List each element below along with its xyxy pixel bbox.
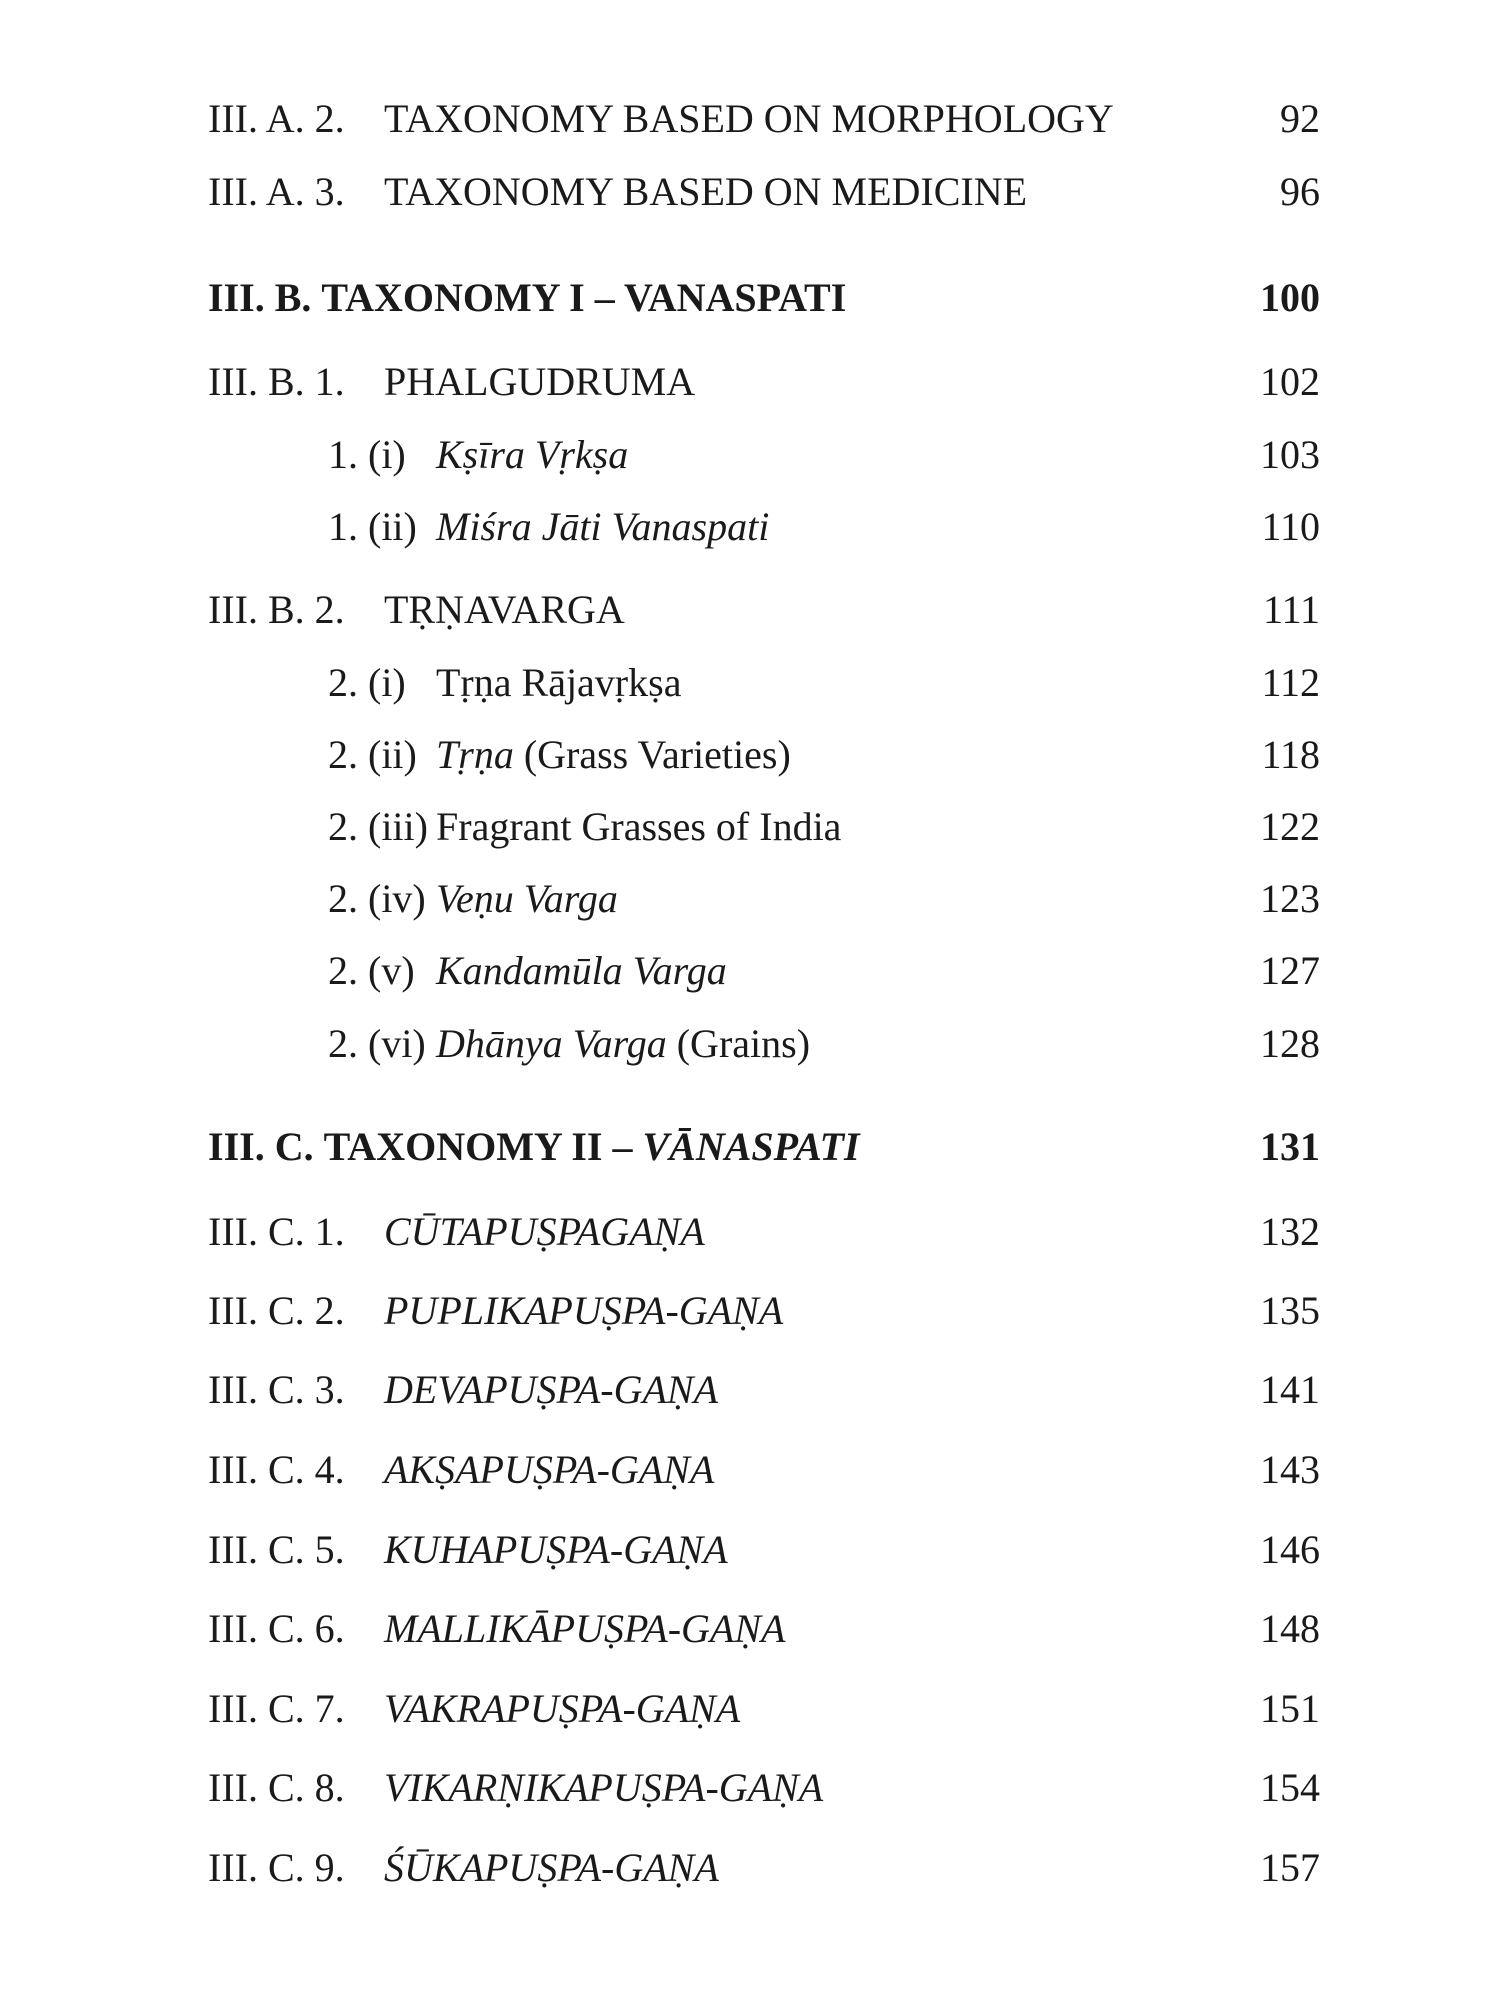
entry-page-number: 148 [1260, 1606, 1320, 1651]
entry-title-rest: (Grass Varieties) [523, 732, 791, 777]
entry-page-number: 118 [1261, 732, 1320, 777]
entry-page-number: 151 [1260, 1686, 1320, 1731]
entry-page-number: 92 [1280, 96, 1320, 141]
toc-subentry-1-i[interactable] [328, 425, 1320, 485]
toc-entry-iii-c-8[interactable] [208, 1758, 1320, 1818]
toc-subentry-2-iv[interactable] [328, 869, 1320, 929]
entry-title: TAXONOMY BASED ON MEDICINE [384, 169, 1028, 214]
entry-number: III. C. 7. [208, 1686, 345, 1731]
entry-page-number: 132 [1260, 1209, 1320, 1254]
entry-title: Miśra Jāti Vanaspati [436, 504, 770, 549]
toc-entry-iii-c-9[interactable] [208, 1838, 1320, 1898]
entry-page-number: 131 [1260, 1124, 1320, 1169]
entry-title: VAKRAPUṢPA-GAṆA [384, 1686, 741, 1731]
entry-title: CŪTAPUṢPAGAṆA [384, 1209, 705, 1254]
toc-entry-iii-a-3[interactable] [208, 162, 1320, 222]
entry-title: Kṣīra Vṛkṣa [436, 432, 629, 477]
entry-page-number: 157 [1260, 1845, 1320, 1890]
entry-page-number: 112 [1261, 660, 1320, 705]
entry-title-rest: (Grains) [676, 1021, 811, 1066]
entry-title: Veṇu Varga [436, 876, 618, 921]
entry-number: III. A. 3. [208, 169, 345, 214]
entry-title: VIKARṆIKAPUṢPA-GAṆA [384, 1765, 824, 1810]
entry-page-number: 135 [1260, 1288, 1320, 1333]
entry-page-number: 123 [1260, 876, 1320, 921]
entry-title [324, 1117, 1240, 1177]
toc-entry-iii-c-5[interactable] [208, 1520, 1320, 1580]
toc-entry-iii-c-2[interactable] [208, 1281, 1320, 1341]
entry-number: III. C. 4. [208, 1447, 345, 1492]
entry-number: III. B. [208, 275, 312, 320]
entry-page-number: 111 [1262, 587, 1320, 632]
entry-page-number: 103 [1260, 432, 1320, 477]
toc-entry-iii-c-1[interactable] [208, 1202, 1320, 1262]
entry-page-number: 122 [1260, 804, 1320, 849]
toc-entry-iii-c-4[interactable] [208, 1440, 1320, 1500]
entry-page-number: 141 [1260, 1367, 1320, 1412]
entry-number: III. C. 9. [208, 1845, 345, 1890]
toc-subentry-2-vi[interactable] [328, 1014, 1320, 1074]
entry-title: Kandamūla Varga [436, 948, 727, 993]
entry-number: III. B. 1. [208, 359, 345, 404]
toc-subentry-2-iii[interactable] [328, 797, 1320, 857]
entry-title: DEVAPUṢPA-GAṆA [384, 1367, 719, 1412]
entry-title-italic: VĀNASPATI [642, 1124, 860, 1169]
entry-number: 1. (ii) [328, 504, 417, 549]
toc-entry-iii-c-3[interactable] [208, 1360, 1320, 1420]
entry-title [436, 1014, 1240, 1074]
entry-number: 2. (iii) [328, 804, 428, 849]
entry-title: Tṛṇa Rājavṛkṣa [436, 660, 682, 705]
entry-number: 2. (iv) [328, 876, 426, 921]
toc-subentry-2-v[interactable] [328, 941, 1320, 1001]
entry-page-number: 100 [1260, 275, 1320, 320]
entry-title-plain: TAXONOMY II – [323, 1124, 633, 1169]
entry-page-number: 143 [1260, 1447, 1320, 1492]
toc-heading-iii-b[interactable] [208, 268, 1320, 328]
toc-subentry-1-ii[interactable] [328, 497, 1320, 557]
entry-number: 2. (v) [328, 948, 415, 993]
entry-title: MALLIKĀPUṢPA-GAṆA [384, 1606, 786, 1651]
entry-title: TAXONOMY I – VANASPATI [321, 275, 847, 320]
entry-title: PUPLIKAPUṢPA-GAṆA [384, 1288, 784, 1333]
entry-number: III. C. 3. [208, 1367, 345, 1412]
entry-title [436, 725, 1240, 785]
toc-entry-iii-c-6[interactable] [208, 1599, 1320, 1659]
entry-number: 2. (i) [328, 660, 406, 705]
entry-title: TAXONOMY BASED ON MORPHOLOGY [384, 96, 1114, 141]
entry-number: III. C. 5. [208, 1527, 345, 1572]
entry-number: III. C. 2. [208, 1288, 345, 1333]
entry-title: TṚṆAVARGA [384, 587, 625, 632]
entry-number: 1. (i) [328, 432, 406, 477]
entry-number: III. B. 2. [208, 587, 345, 632]
entry-number: III. C. 8. [208, 1765, 345, 1810]
entry-title: AKṢAPUṢPA-GAṆA [384, 1447, 715, 1492]
entry-page-number: 146 [1260, 1527, 1320, 1572]
toc-entry-iii-b-2[interactable] [208, 580, 1320, 640]
entry-page-number: 96 [1280, 169, 1320, 214]
entry-number: 2. (ii) [328, 732, 417, 777]
entry-page-number: 127 [1260, 948, 1320, 993]
toc-heading-iii-c[interactable] [208, 1117, 1320, 1177]
entry-number: III. C. 1. [208, 1209, 345, 1254]
entry-title: PHALGUDRUMA [384, 359, 696, 404]
toc-subentry-2-i[interactable] [328, 653, 1320, 713]
entry-title-italic: Tṛṇa [436, 732, 514, 777]
entry-page-number: 110 [1261, 504, 1320, 549]
entry-title: Fragrant Grasses of India [436, 804, 842, 849]
toc-entry-iii-b-1[interactable] [208, 352, 1320, 412]
entry-number: III. A. 2. [208, 96, 345, 141]
entry-page-number: 154 [1260, 1765, 1320, 1810]
entry-number: III. C. [208, 1124, 314, 1169]
toc-entry-iii-c-7[interactable] [208, 1679, 1320, 1739]
entry-page-number: 128 [1260, 1021, 1320, 1066]
toc-entry-iii-a-2[interactable] [208, 89, 1320, 149]
toc-subentry-2-ii[interactable] [328, 725, 1320, 785]
entry-number: III. C. 6. [208, 1606, 345, 1651]
entry-page-number: 102 [1260, 359, 1320, 404]
entry-title: KUHAPUṢPA-GAṆA [384, 1527, 728, 1572]
entry-number: 2. (vi) [328, 1021, 426, 1066]
entry-title-italic: Dhānya Varga [436, 1021, 667, 1066]
entry-title: ŚŪKAPUṢPA-GAṆA [384, 1845, 719, 1890]
